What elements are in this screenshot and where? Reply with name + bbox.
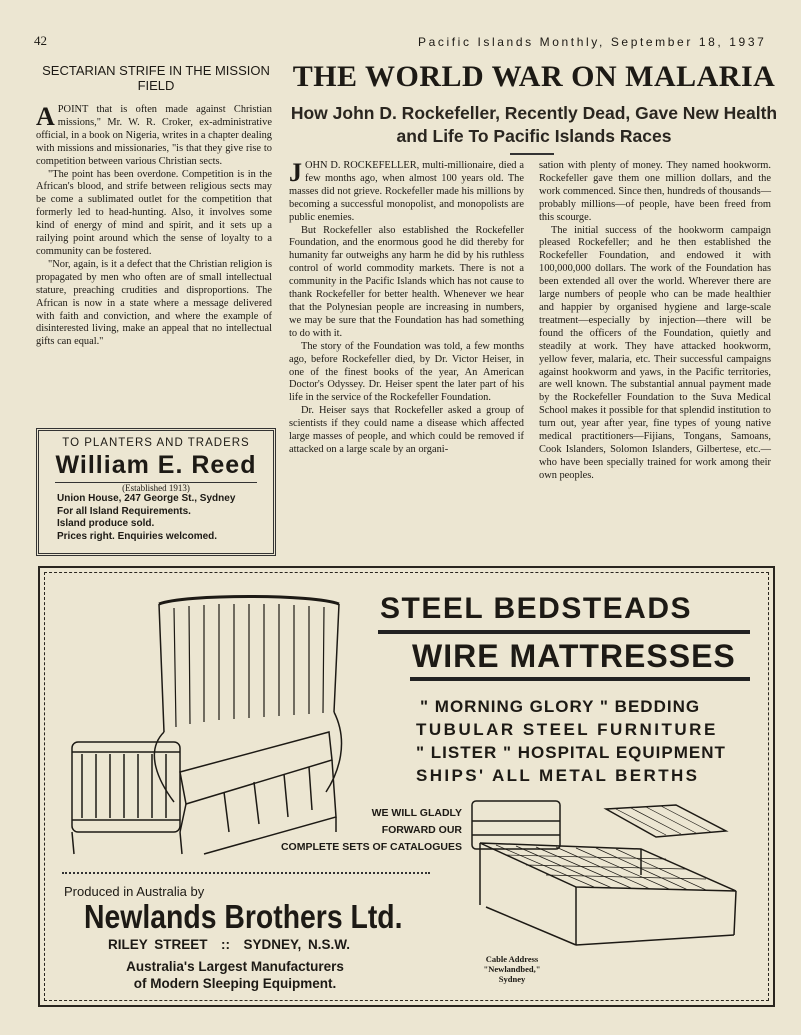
title-rule <box>510 153 554 155</box>
article-col1-p1: OHN D. ROCKEFELLER, multi-millionaire, died a few months ago, when almost 100 years old. The masses did not grieve. Rockefeller made his millions by becoming a successful monopolist, and monopolists are public enemies. <box>289 160 524 223</box>
product-4: SHIPS' ALL METAL BERTHS <box>416 766 700 785</box>
dropcap-j: J <box>289 158 302 187</box>
company-name: Newlands Brothers Ltd. <box>84 898 403 935</box>
company-tagline <box>90 958 380 992</box>
dotted-divider <box>62 872 430 874</box>
sectarian-p1: POINT that is often made against Christian missions," Mr. W. R. Croker, ex-administrative official, in a book on Nigeria, writes in a chapter dealing with missions and missionaries, "is that they give rise to competition between various Christian sects. <box>36 104 272 167</box>
reed-line-3: Island produce sold. <box>57 518 155 529</box>
page-number: 42 <box>34 33 47 48</box>
article-title: THE WORLD WAR ON MALARIA <box>292 60 776 93</box>
catalogue-line-1: WE WILL GLADLY <box>371 807 462 819</box>
article-column-1 <box>289 160 524 457</box>
sectarian-p2: "The point has been overdone. Competition is in the African's blood, and strife between religious sects may be come a sublimated outlet for the competition that formerly led to head-hunting. Also, it involves some kind of energy of mind and spirit, and it sets up a railying point around which the sense of loyalty to a community can be fostered. <box>36 168 272 257</box>
catalogue-offer <box>262 805 462 856</box>
article-col1-p2: But Rockefeller also established the Rockefeller Foundation, and the enormous good he did thereby for humanity far outweighs any harm he did by his ruthless control of world commodity markets. There is not a community in the Pacific Islands which has not cause to thank Rockefeller for better health. Whenever we hear that the Polynesian people are increasing in numbers, we may be sure that the Foundation has had something to do with it. <box>289 224 524 339</box>
reed-established: (Established 1913) <box>55 482 257 493</box>
headline-bar-2 <box>410 677 750 681</box>
product-3: " LISTER " HOSPITAL EQUIPMENT <box>416 743 726 762</box>
article-column-2 <box>539 160 771 483</box>
product-2: TUBULAR STEEL FURNITURE <box>416 720 718 739</box>
reed-line-2: For all Island Requirements. <box>57 505 191 517</box>
reed-name: William E. Reed <box>55 451 257 479</box>
running-header: Pacific Islands Monthly, September 18, 1937 <box>418 35 767 49</box>
company-address: RILEY STREET :: SYDNEY, N.S.W. <box>108 937 351 952</box>
sectarian-body <box>36 104 272 349</box>
cable-line-2: "Newlandbed," <box>483 964 541 974</box>
catalogue-line-3: COMPLETE SETS OF CATALOGUES <box>280 841 462 853</box>
reed-to: TO PLANTERS AND TRADERS <box>62 437 250 449</box>
article-col1-p3: The story of the Foundation was told, a few months ago, before Rockefeller died, by Dr. Victor Heiser, in one of the finest books of the year, An American Doctor's Odyssey. Dr. Heiser spent the later part of his life in the service of the Rockefeller Foundation. <box>289 340 524 404</box>
cable-address <box>476 954 548 984</box>
product-1: " MORNING GLORY " BEDDING <box>420 697 701 716</box>
sectarian-p3: "Nor, again, is it a defect that the Christian religion is propagated by men who often are of small intellectual stature, preaching crudities and disproportions. The African is now in a state where a message delivered with faith and conviction, and where the example of disinterested living, make an appeal that no intellectual gifts can equal." <box>36 258 272 348</box>
produced-by: Produced in Australia by <box>64 884 205 899</box>
headline-wire-mattresses: WIRE MATTRESSES <box>412 638 736 674</box>
headline-bar-1 <box>378 630 750 634</box>
reed-line-4: Prices right. Enquiries welcomed. <box>57 530 218 542</box>
berth-illustration <box>466 795 756 955</box>
tagline-line-1: Australia's Largest Manufacturers <box>126 959 344 974</box>
cable-line-1: Cable Address <box>485 954 539 964</box>
tagline-line-2: of Modern Sleeping Equipment. <box>133 976 337 991</box>
headline-steel-bedsteads: STEEL BEDSTEADS <box>380 592 692 625</box>
article-col2-p2: The initial success of the hookworm campaign pleased Rockefeller; and he then established the Rockefeller Foundation, and endowed it with 100,000,000 dollars. The work of the Foundation has been extended all over the world. Wherever there are large numbers of people who can be made healthier and happier by organised hygiene and large-scale treatment—especially by injection—there will be found the officers of the Foundation, quietly and steadily at work. They have attacked hookworm, yellow fever, malaria, etc. Their successful campaigns against hookworm and yaws, in the Pacific territories, are well known. The substantial annual payment made by the Rockefeller Foundation to the Suva Medical School makes it possible for that splendid institution to turn out, year after year, fine types of young native medical practitioners—Fijians, Tongans, Samoans, Cook Islanders, Solomon Islanders, Gilbertese, etc.—who have been specially trained for work among their own peoples. <box>539 224 771 481</box>
catalogue-line-2: FORWARD OUR <box>381 824 462 836</box>
reed-line-1: Union House, 247 George St., Sydney <box>57 493 236 504</box>
dropcap-a: A <box>36 102 55 131</box>
article-subtitle: How John D. Rockefeller, Recently Dead, Gave New Health and Life To Pacific Islands Races <box>290 103 778 146</box>
sectarian-title: SECTARIAN STRIFE IN THE MISSION FIELD <box>42 63 270 93</box>
article-col2-p1: sation with plenty of money. They named hookworm. Rockefeller gave them one million dollars, and the work commenced. Since then, hundreds of thousands—probably millions—of people, have been freed from this scourge. <box>539 160 772 223</box>
cable-line-3: Sydney <box>498 974 526 984</box>
reed-advertisement <box>36 428 276 556</box>
article-col1-p4: Dr. Heiser says that Rockefeller asked a group of scientists if they could name a disease which affected large masses of people, and which could be removed if attacked on a large scale by an organi- <box>289 405 524 455</box>
